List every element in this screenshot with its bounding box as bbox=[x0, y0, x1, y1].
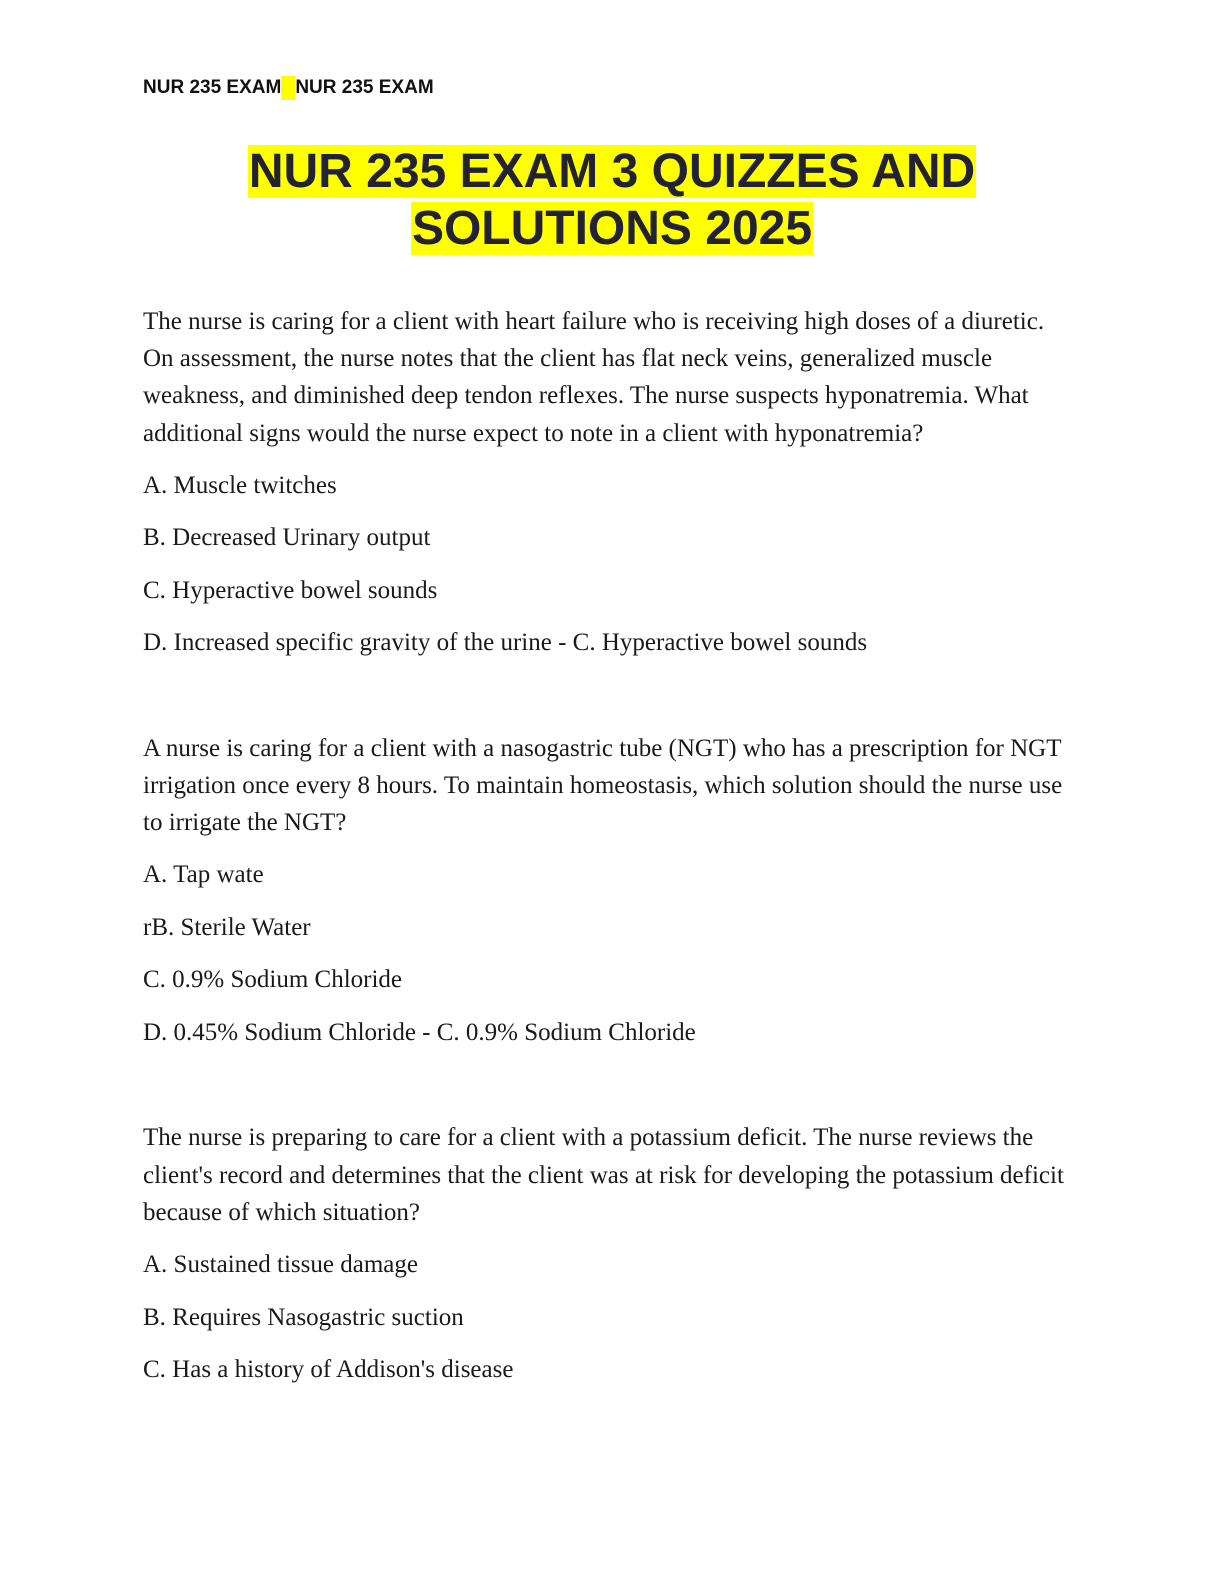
title-line-2: SOLUTIONS 2025 bbox=[411, 202, 813, 255]
answer-option-with-solution: D. 0.45% Sodium Chloride - C. 0.9% Sodium Chloride bbox=[143, 1018, 696, 1046]
answer-option: B. Decreased Urinary output bbox=[143, 524, 431, 552]
answer-option: A. Tap wate bbox=[143, 861, 264, 889]
answer-option: C. Has a history of Addison's disease bbox=[143, 1356, 514, 1384]
answer-option: C. Hyperactive bowel sounds bbox=[143, 576, 438, 604]
answer-option-with-solution: D. Increased specific gravity of the urine - C. Hyperactive bowel sounds bbox=[143, 629, 868, 657]
header-highlight-separator bbox=[281, 76, 295, 100]
answer-option: rB. Sterile Water bbox=[143, 913, 311, 941]
answer-option: A. Muscle twitches bbox=[143, 471, 337, 499]
header-left-text: NUR 235 EXAM bbox=[143, 77, 282, 98]
question-text: The nurse is caring for a client with heart failure who is receiving high doses of a diuretic. On assessment, the nurse notes that the client has flat neck veins, generalized muscle weakness, and diminished deep tendon reflexes. The nurse suspects hyponatremia. What additional signs would the nurse expect to note in a client with hyponatremia? bbox=[143, 308, 1045, 447]
question-spacer bbox=[143, 677, 1073, 730]
question-spacer bbox=[143, 1066, 1073, 1119]
question-block-2 bbox=[143, 730, 1073, 1067]
page-header bbox=[143, 76, 434, 100]
question-block-1 bbox=[143, 303, 1073, 677]
answer-option: B. Requires Nasogastric suction bbox=[143, 1303, 464, 1331]
question-text: The nurse is preparing to care for a client with a potassium deficit. The nurse reviews the client's record and determines that the client was at risk for developing the potassium deficit because of which situation? bbox=[143, 1124, 1064, 1226]
title-line-1: NUR 235 EXAM 3 QUIZZES AND bbox=[248, 145, 976, 198]
question-text: A nurse is caring for a client with a nasogastric tube (NGT) who has a prescription for NGT irrigation once every 8 hours. To maintain homeostasis, which solution should the nurse use to irrigate the NGT? bbox=[143, 734, 1063, 837]
answer-option: C. 0.9% Sodium Chloride bbox=[143, 966, 403, 994]
question-block-3 bbox=[143, 1119, 1073, 1403]
document-title bbox=[0, 143, 1224, 257]
header-right-text: NUR 235 EXAM bbox=[295, 77, 434, 98]
answer-option: A. Sustained tissue damage bbox=[143, 1251, 418, 1279]
quiz-content bbox=[143, 303, 1073, 1404]
